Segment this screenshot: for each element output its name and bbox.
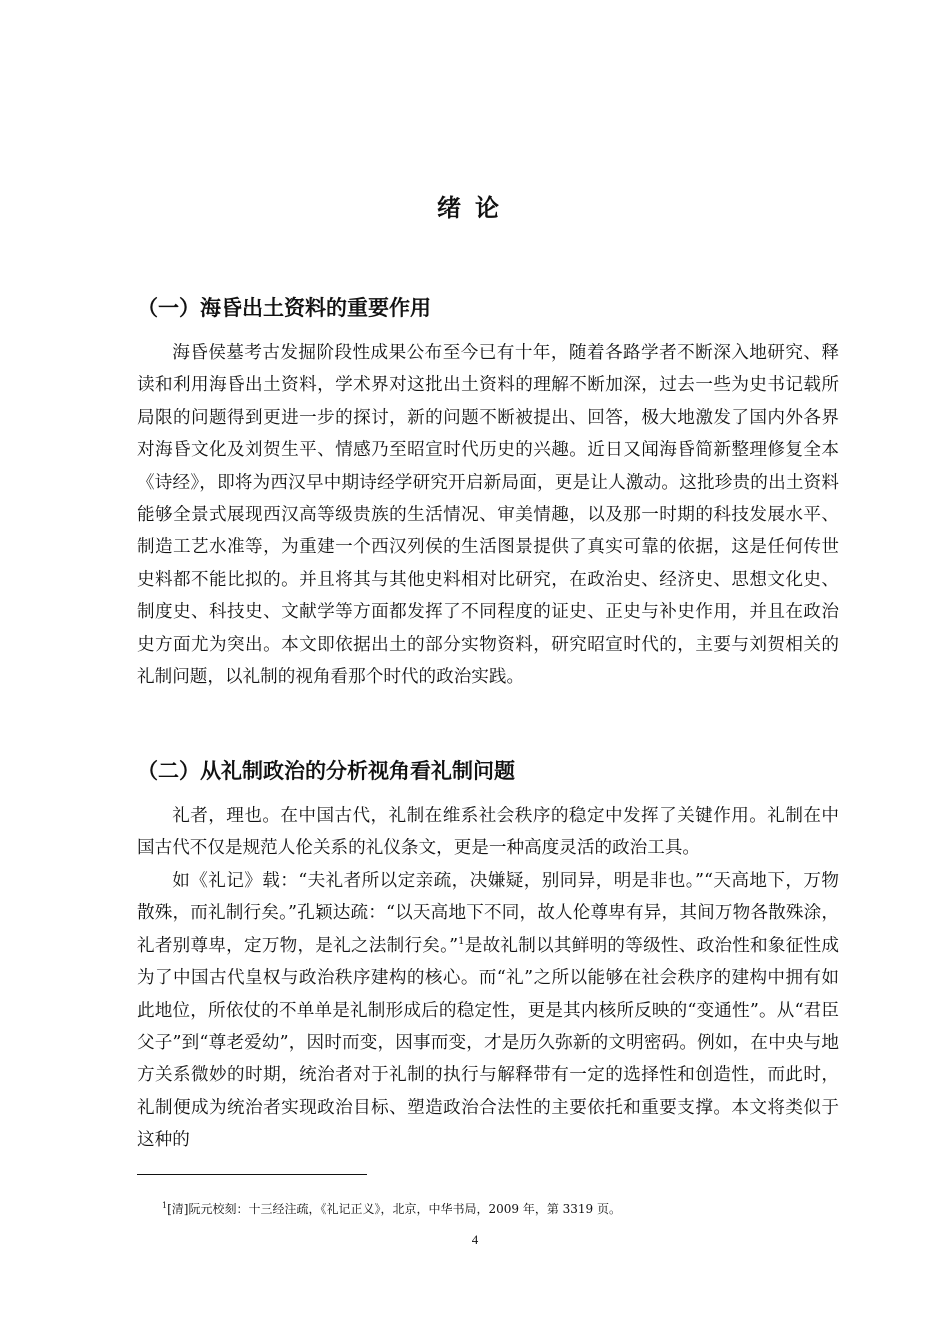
footnote-text: [清]阮元校刻：十三经注疏，《礼记正义》，北京，中华书局，2009 年，第 3319 页。 — [167, 1202, 621, 1216]
section-2-paragraph-1: 礼者，理也。在中国古代，礼制在维系社会秩序的稳定中发挥了关键作用。礼制在中国古代不仅是规范人伦关系的礼仪条文，更是一种高度灵活的政治工具。 — [137, 806, 839, 859]
footnote-marker: 1 — [162, 1201, 168, 1210]
section-heading-2: （二）从礼制政治的分析视角看礼制问题 — [137, 759, 515, 783]
footnote — [162, 1200, 621, 1217]
section-2-paragraph-2 — [137, 865, 839, 1157]
chapter-title: 绪论 — [437, 194, 513, 222]
quote-text: 如《礼记》载：“夫礼者所以定亲疏，决嫌疑，别同异，明是非也。”“天高地下，万物散殊，而礼制行矣。”孔颖达疏：“以天高地下不同，故人伦尊卑有异，其间万物各散殊涂，礼者别尊卑，定万物，是礼之法制行矣。” — [137, 871, 839, 956]
page-number: 4 — [471, 1232, 479, 1247]
footnote-divider — [137, 1174, 367, 1175]
section-heading-1: （一）海昏出土资料的重要作用 — [137, 296, 431, 320]
section-1-paragraph: 海昏侯墓考古发掘阶段性成果公布至今已有十年，随着各路学者不断深入地研究、释读和利用海昏出土资料，学术界对这批出土资料的理解不断加深，过去一些为史书记载所局限的问题得到更进一步的探讨，新的问题不断被提出、回答，极大地激发了国内外各界对海昏文化及刘贺生平、情感乃至昭宣时代历史的兴趣。近日又闻海昏简新整理修复全本《诗经》，即将为西汉早中期诗经学研究开启新局面，更是让人激动。这批珍贵的出土资料能够全景式展现西汉高等级贵族的生活情况、审美情趣，以及那一时期的科技发展水平、制造工艺水准等，为重建一个西汉列侯的生活图景提供了真实可靠的依据，这是任何传世史料都不能比拟的。并且将其与其他史料相对比研究，在政治史、经济史、思想文化史、制度史、科技史、文献学等方面都发挥了不同程度的证史、正史与补史作用，并且在政治史方面尤为突出。本文即依据出土的部分实物资料，研究昭宣时代的，主要与刘贺相关的礼制问题，以礼制的视角看那个时代的政治实践。 — [137, 343, 839, 688]
footnote-reference: 1 — [458, 935, 465, 947]
continuation-text: 是故礼制以其鲜明的等级性、政治性和象征性成为了中国古代皇权与政治秩序建构的核心。而“礼”之所以能够在社会秩序的建构中拥有如此地位，所依仗的不单单是礼制形成后的稳定性，更是其内核所反映的“变通性”。从“君臣父子”到“尊老爱幼”，因时而变，因事而变，才是历久弥新的文明密码。例如，在中央与地方关系微妙的时期，统治者对于礼制的执行与解释带有一定的选择性和创造性，而此时，礼制便成为统治者实现政治目标、塑造政治合法性的主要依托和重要支撑。本文将类似于这种的 — [137, 935, 839, 1151]
